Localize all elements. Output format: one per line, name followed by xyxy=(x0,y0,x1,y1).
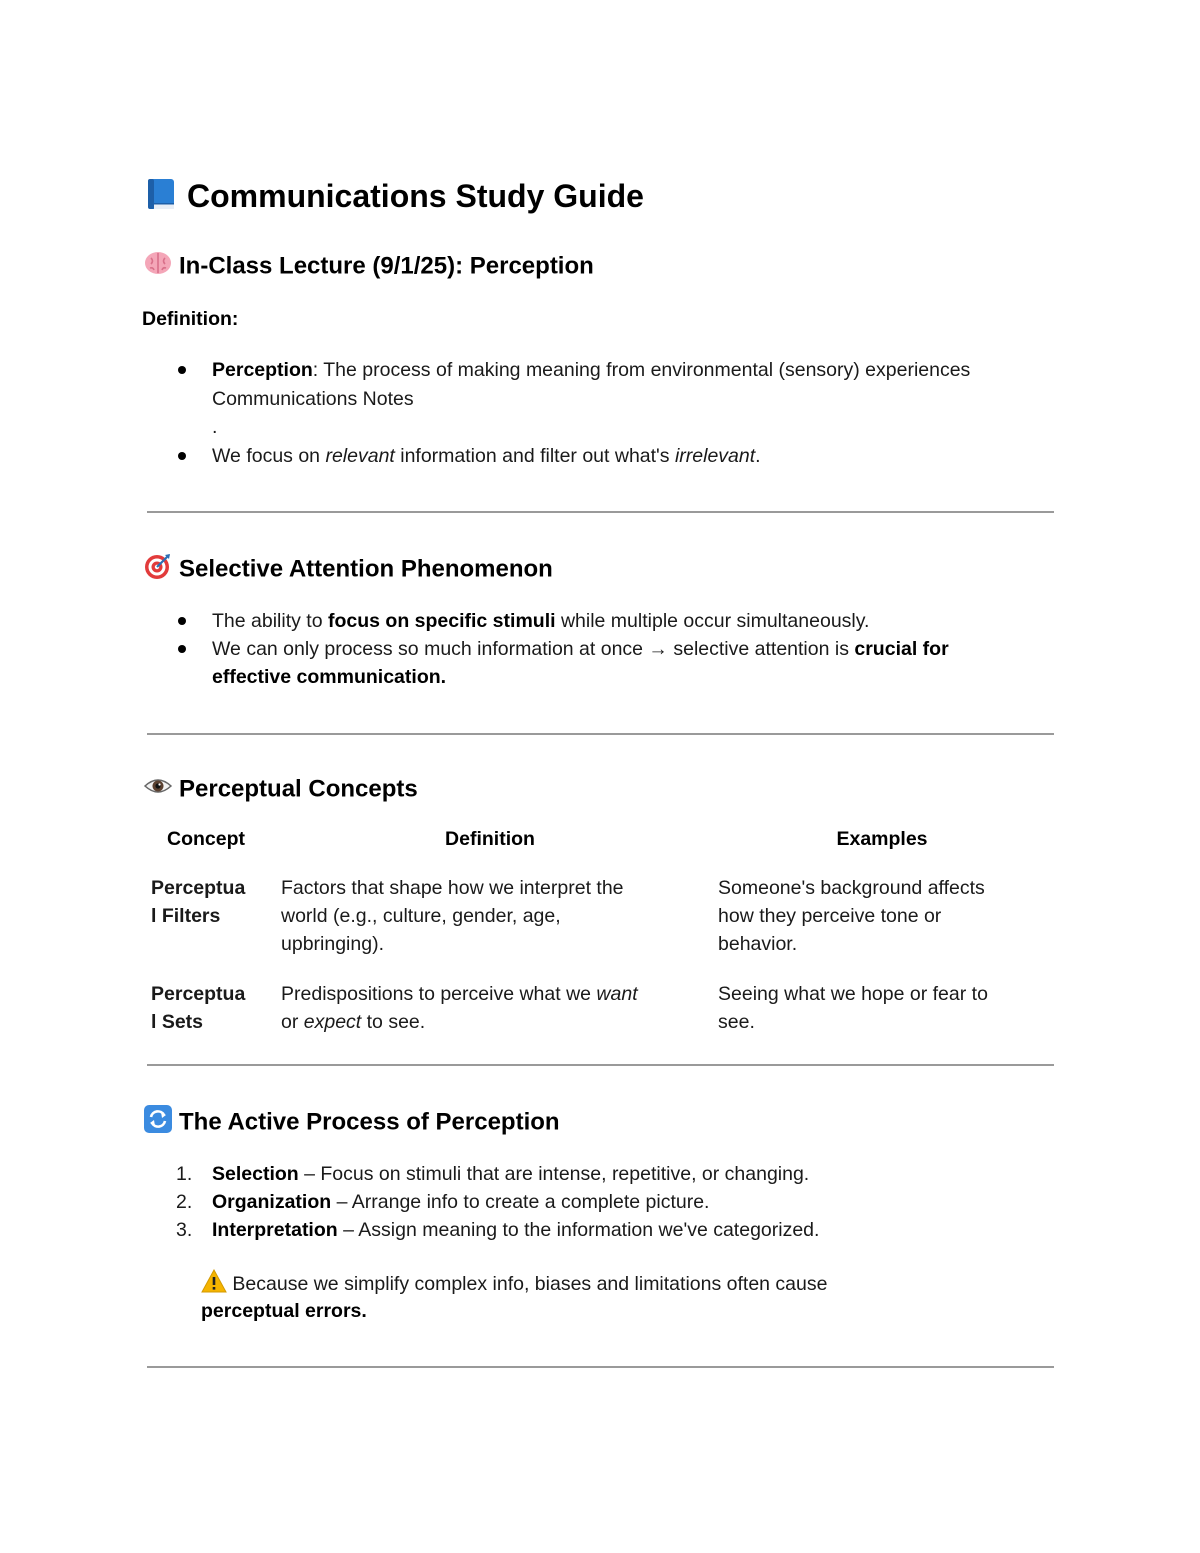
attention-heading: Selective Attention Phenomenon xyxy=(143,551,553,589)
list-item-continuation: . xyxy=(212,416,218,438)
lecture-heading: In-Class Lecture (9/1/25): Perception xyxy=(143,249,594,285)
blue-book-icon xyxy=(143,176,179,221)
list-item: Selection – Focus on stimuli that are intense, repetitive, or changing. xyxy=(212,1163,810,1185)
bullet-marker xyxy=(178,366,186,374)
table-header: Concept xyxy=(167,828,245,850)
target-icon xyxy=(143,551,173,589)
list-item: The ability to focus on specific stimuli while multiple occur simultaneously. xyxy=(212,610,870,632)
concepts-heading: Perceptual Concepts xyxy=(143,774,418,806)
horizontal-rule xyxy=(147,511,1054,513)
horizontal-rule xyxy=(147,1366,1054,1368)
brain-icon xyxy=(143,249,173,285)
list-item: Organization – Arrange info to create a complete picture. xyxy=(212,1191,710,1213)
list-item: We focus on relevant information and filter out what's irrelevant. xyxy=(212,445,761,467)
warning-note-emphasis: perceptual errors. xyxy=(201,1300,367,1322)
document-title xyxy=(143,176,644,221)
title-text: Communications Study Guide xyxy=(187,178,644,214)
bullet-marker xyxy=(178,452,186,460)
table-header: Definition xyxy=(445,828,535,850)
document-page: Communications Study Guide In-Class Lecture (9/1/25): Perception Definition: Perception: The process of making meaning from environmental (sensory) experiences Communications Notes . We focus on relevant information and filter out what's irrelevant. Selective Attention Phenomenon The ability to focus on specific stimuli while multiple occur simultaneously. We can only process so much information at once → selective attention is crucial for effective communication. Perceptual Concepts Concept Definition Examples Perceptua l Filters Factors that shape how we interpret the world (e.g., culture, gender, age, upbringing). Someone's background affects how they perceive tone or behavior. Perceptua l Sets Predispositions to perceive what we want or expect to see. Seeing what we hope or fear to see. The Active Process of Perception 1. Selection – Focus on stimuli that are intense, repetitive, or changing. 2. Organization – Arrange info to create a complete picture. 3. Interpretation – Assign meaning to the information we've categorized. Because we simplify complex info, biases and limitations often cause perceptual errors. xyxy=(0,0,1200,1553)
process-heading: The Active Process of Perception xyxy=(143,1104,560,1142)
list-item: Perception: The process of making meaning from environmental (sensory) experiences xyxy=(212,359,971,381)
list-item: We can only process so much information at once → selective attention is crucial for xyxy=(212,638,949,660)
horizontal-rule xyxy=(147,733,1054,735)
list-number: 3. xyxy=(176,1219,193,1241)
cycle-arrows-icon xyxy=(143,1104,173,1142)
list-number: 2. xyxy=(176,1191,193,1213)
bullet-marker xyxy=(178,645,186,653)
list-item-continuation: Communications Notes xyxy=(212,388,414,410)
eye-icon xyxy=(143,774,173,806)
warning-note: Because we simplify complex info, biases and limitations often cause xyxy=(201,1269,827,1301)
horizontal-rule xyxy=(147,1064,1054,1066)
list-number: 1. xyxy=(176,1163,193,1185)
list-item: Interpretation – Assign meaning to the information we've categorized. xyxy=(212,1219,820,1241)
definition-label: Definition: xyxy=(142,308,239,330)
bullet-marker xyxy=(178,617,186,625)
list-item-continuation: effective communication. xyxy=(212,666,447,688)
table-header: Examples xyxy=(836,828,928,850)
